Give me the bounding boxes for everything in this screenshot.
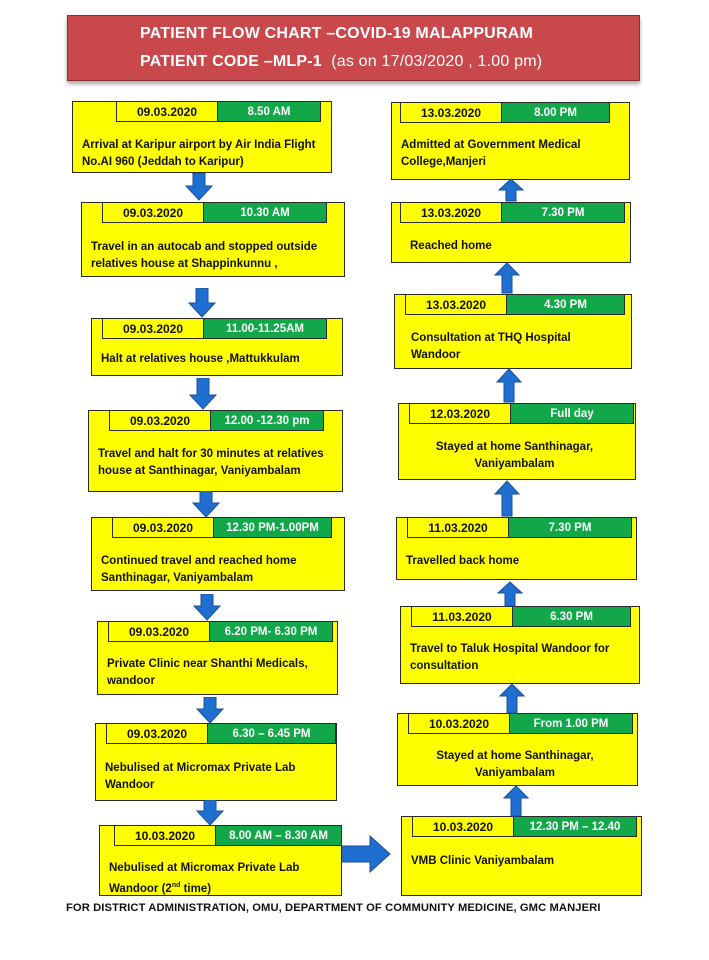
date-time-row (112, 517, 332, 538)
arrow-up-icon (499, 683, 525, 714)
step-box-right-6 (400, 606, 640, 684)
arrow-down-icon (189, 378, 217, 410)
step-description: Halt at relatives house ,Mattukkulam (101, 353, 300, 365)
patient-code: PATIENT CODE –MLP-1 (140, 53, 322, 70)
arrow-up-icon (503, 785, 529, 817)
step-time: 11.00-11.25AM (203, 319, 326, 338)
step-time: Full day (510, 404, 633, 423)
date-time-row (108, 621, 333, 642)
step-date: 09.03.2020 (136, 104, 198, 119)
step-box-left-4 (88, 410, 343, 492)
step-date: 09.03.2020 (126, 726, 188, 741)
date-time-row (400, 102, 610, 123)
footer-credit: FOR DISTRICT ADMINISTRATION, OMU, DEPARTMENT OF COMMUNITY MEDICINE, GMC MANJERI (66, 902, 601, 914)
step-time: 8.50 AM (217, 102, 320, 121)
step-description: Admitted at Government Medical College,Manjeri (401, 139, 581, 168)
date-time-row (407, 517, 632, 538)
step-date: 12.03.2020 (429, 406, 491, 421)
step-time: 6.30 – 6.45 PM (207, 724, 335, 743)
date-time-row (106, 723, 336, 744)
arrow-up-icon (497, 581, 523, 607)
step-date: 09.03.2020 (132, 520, 194, 535)
arrow-down-icon (192, 491, 220, 518)
step-date: 10.03.2020 (134, 828, 196, 843)
step-description: Nebulised at Micromax Private Lab Wandoor (105, 762, 296, 791)
header-banner (67, 15, 640, 81)
step-description: Travel and halt for 30 minutes at relatives house at Santhinagar, Vaniyambalam (98, 448, 324, 477)
patient-code-line (140, 53, 542, 71)
arrow-down-icon (196, 697, 224, 724)
step-box-left-8 (99, 825, 342, 896)
step-time: 12.30 PM-1.00PM (213, 518, 331, 537)
step-box-right-8 (401, 816, 642, 896)
step-time: 6.20 PM- 6.30 PM (209, 622, 332, 641)
arrow-down-icon (193, 594, 221, 621)
step-time: 8.00 AM – 8.30 AM (215, 826, 341, 845)
step-time: From 1.00 PM (509, 714, 632, 733)
date-time-row (102, 202, 327, 223)
step-description: Stayed at home Santhinagar, Vaniyambalam (436, 750, 594, 779)
step-time: 12.30 PM – 12.40 (513, 817, 636, 836)
step-time: 7.30 PM (508, 518, 631, 537)
step-time: 8.00 PM (501, 103, 609, 122)
step-time: 4.30 PM (506, 295, 624, 314)
step-date: 13.03.2020 (425, 297, 487, 312)
step-description: Travel to Taluk Hospital Wandoor for consultation (410, 643, 610, 672)
step-box-right-5 (396, 517, 637, 580)
date-time-row (412, 816, 637, 837)
step-description: Consultation at THQ Hospital Wandoor (411, 332, 571, 361)
step-date: 10.03.2020 (432, 819, 494, 834)
step-box-left-2 (81, 202, 345, 277)
arrow-down-icon (196, 800, 224, 826)
step-description-main: Nebulised at Micromax Private Lab Wandoor (2 (109, 862, 300, 895)
step-date: 09.03.2020 (128, 624, 190, 639)
step-description: VMB Clinic Vaniyambalam (411, 855, 555, 867)
step-description: Arrival at Karipur airport by Air India Flight No.AI 960 (Jeddah to Karipur) (82, 139, 316, 168)
step-date: 13.03.2020 (420, 205, 482, 220)
step-box-left-3 (91, 318, 343, 376)
step-description: Travel in an autocab and stopped outside relatives house at Shappinkunnu , (91, 241, 318, 270)
as-on-date: (as on 17/03/2020 , 1.00 pm) (331, 53, 543, 70)
arrow-up-icon (494, 480, 520, 517)
step-box-right-2 (391, 202, 631, 263)
step-box-right-1 (391, 102, 630, 180)
arrow-up-icon (498, 178, 524, 202)
step-description: Continued travel and reached home Santhinagar, Vaniyambalam (101, 555, 297, 584)
step-box-left-7 (95, 723, 337, 801)
date-time-row (400, 202, 625, 223)
arrow-up-icon (496, 368, 522, 403)
date-time-row (408, 713, 633, 734)
step-description (109, 860, 333, 898)
step-date: 11.03.2020 (428, 520, 488, 535)
step-description-sup: nd (171, 882, 181, 889)
step-box-right-4 (398, 403, 636, 480)
step-date: 10.03.2020 (428, 716, 490, 731)
date-time-row (102, 318, 327, 339)
step-description: Private Clinic near Shanthi Medicals, wandoor (107, 658, 308, 687)
step-description: Travelled back home (406, 555, 520, 567)
step-date: 13.03.2020 (420, 105, 482, 120)
step-box-left-1 (72, 101, 332, 173)
step-box-right-3 (394, 294, 632, 369)
date-time-row (409, 403, 634, 424)
date-time-row (116, 101, 321, 122)
date-time-row (411, 606, 631, 627)
date-time-row (109, 410, 324, 431)
step-date: 09.03.2020 (129, 413, 191, 428)
date-time-row (405, 294, 625, 315)
arrow-down-icon (188, 288, 216, 318)
step-date: 11.03.2020 (432, 609, 492, 624)
arrow-right-icon (342, 834, 392, 874)
step-box-right-7 (397, 713, 638, 786)
step-description: Reached home (410, 240, 492, 252)
step-time: 12.00 -12.30 pm (210, 411, 323, 430)
step-date: 09.03.2020 (122, 205, 184, 220)
step-box-left-6 (97, 621, 338, 695)
step-description-tail: time) (180, 882, 212, 895)
flowchart-title: PATIENT FLOW CHART –COVID-19 MALAPPURAM (140, 25, 533, 42)
step-box-left-5 (91, 517, 345, 591)
step-date: 09.03.2020 (122, 321, 184, 336)
step-time: 7.30 PM (501, 203, 624, 222)
date-time-row (114, 825, 342, 846)
step-time: 6.30 PM (512, 607, 630, 626)
arrow-down-icon (185, 173, 213, 201)
arrow-up-icon (494, 262, 520, 294)
step-description: Stayed at home Santhinagar, Vaniyambalam (435, 441, 594, 470)
step-time: 10.30 AM (203, 203, 326, 222)
